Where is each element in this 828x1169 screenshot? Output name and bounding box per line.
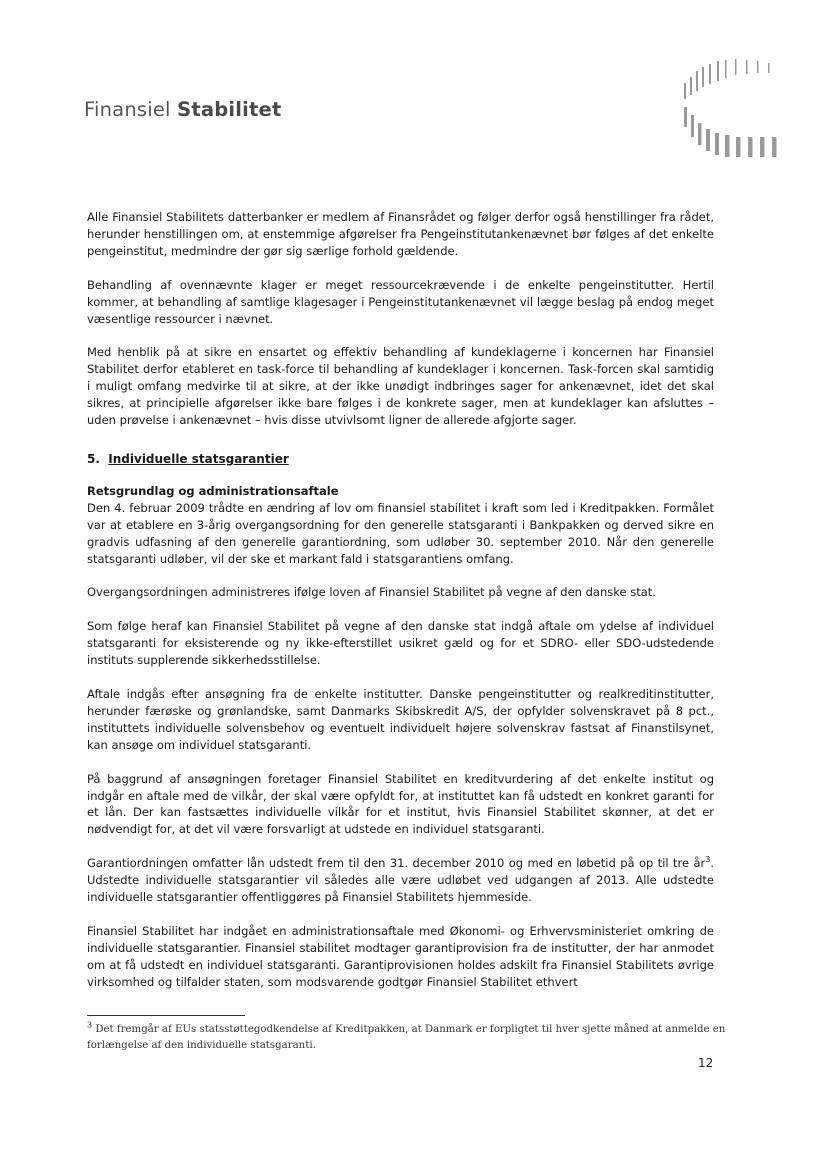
- page-number: 12: [698, 1056, 714, 1070]
- footnote: [87, 1022, 727, 1054]
- subheading: Retsgrundlag og administrationsaftale: [87, 483, 339, 498]
- paragraph: Finansiel Stabilitet har indgået en administrationsaftale med Økonomi- og Erhvervsministeriet omkring de individuelle statsgarantier. Finansiel stabilitet modtager garantiprovision fra de institutter, der har anmodet om at få udstedt en individuel statsgaranti. Garantiprovisionen holdes adskilt fra Finansiel Stabilitets øvrige virksomhed og tilfalder staten, som modsvarende godtgør Finansiel Stabilitet ethvert: [87, 924, 714, 989]
- logo: [84, 98, 281, 121]
- paragraph: Som følge heraf kan Finansiel Stabilitet på vegne af den danske stat indgå aftale om ydelse af individuel statsgaranti for eksisterende og ny ikke-efterstillet usikret gæld og for et SDRO- eller SDO-udstedende instituts supplerende sikkerhedsstillelse.: [87, 619, 714, 668]
- footnote-marker: 3: [87, 1020, 93, 1030]
- logo-mark-icon: [680, 55, 790, 165]
- paragraph: Aftale indgås efter ansøgning fra de enkelte institutter. Danske pengeinstitutter og realkreditinstitutter, herunder færøske og grønlandske, samt Danmarks Skibskredit A/S, der opfylder solvenskravet på 8 pct., instituttets individuelle solvensbehov og eventuelt individuelt højere solvenskrav fastsat af Finanstilsynet, kan ansøge om individuel statsgaranti.: [87, 687, 714, 752]
- section-heading: [87, 451, 714, 468]
- paragraph: På baggrund af ansøgningen foretager Finansiel Stabilitet en kreditvurdering af det enkelte institut og indgår en aftale med de vilkår, der skal være opfyldt for, at instituttet kan få udstedt en konkret garanti for et lån. Der kan fastsættes individuelle vilkår for et institut, hvis Finansiel Stabilitet skønner, at det er nødvendigt for, at det vil være forsvarligt at udstede en individuel statsgaranti.: [87, 771, 714, 837]
- section-number: 5.: [87, 451, 100, 466]
- body-content: [87, 209, 714, 1008]
- section-title: Individuelle statsgarantier: [108, 451, 289, 466]
- paragraph: Overgangsordningen administreres ifølge loven af Finansiel Stabilitet på vegne af den danske stat.: [87, 585, 656, 600]
- paragraph: Alle Finansiel Stabilitets datterbanker er medlem af Finansrådet og følger derfor også henstillinger fra rådet, herunder henstillingen om, at enstemmige afgørelser fra Pengeinstitutankenævnet bør følges af det enkelte pengeinstitut, medmindre der gør sig særlige forhold gældende.: [87, 210, 714, 258]
- paragraph-guarantee: [87, 855, 714, 906]
- paragraph: Den 4. februar 2009 trådte en ændring af lov om finansiel stabilitet i kraft som led i Kreditpakken. Formålet var at etablere en 3-årig overgangsordning for den generelle statsgaranti i Bankpakken og derved sikre en gradvis udfasning af den generelle garantiordning, som udløber 30. september 2010. Når den generelle statsgaranti udløber, vil der ske et markant fald i statsgarantiens omfang.: [87, 500, 714, 566]
- paragraph: Behandling af ovennævnte klager er meget ressourcekrævende i de enkelte pengeinstitutter. Hertil kommer, at behandling af samtlige klagesager i Pengeinstitutankenævnet vil lægge beslag på endog meget væsentlige ressourcer i nævnet.: [87, 277, 714, 326]
- guarantee-text-before: Garantiordningen omfatter lån udstedt frem til den 31. december 2010 og med en løbetid på op til tre år: [87, 856, 706, 871]
- guarantee-text-after: . Udstedte individuelle statsgarantier vil således alle være udløbet ved udgangen af 2013. Alle udstedte individuelle statsgarantier offentliggøres på Finansiel Stabilitets hjemmeside.: [87, 856, 714, 905]
- footnote-divider: [87, 1015, 245, 1016]
- logo-text-bold: Stabilitet: [177, 98, 282, 121]
- footnote-text: Det fremgår af EUs statsstøttegodkendelse af Kreditpakken, at Danmark er forpligtet til hver sjette måned at anmelde en forlængelse af den individuelle statsgaranti.: [87, 1024, 726, 1051]
- logo-text-regular: Finansiel: [84, 98, 178, 121]
- footnote-reference: 3: [705, 855, 711, 865]
- paragraph: Med henblik på at sikre en ensartet og effektiv behandling af kundeklagerne i koncernen har Finansiel Stabilitet derfor etableret en task-force til behandling af kundeklager i koncernen. Task-forcen skal samtidig i muligt omfang medvirke til at sikre, at der ikke unødigt indbringes sager for ankenævnet, idet det skal sikres, at principielle afgørelser ikke bare følges i de konkrete sager, men at kundeklager kan afsluttes – uden prøvelse i ankenævnet – hvis disse utvivlsomt ligner de allerede afgjorte sager.: [87, 345, 714, 428]
